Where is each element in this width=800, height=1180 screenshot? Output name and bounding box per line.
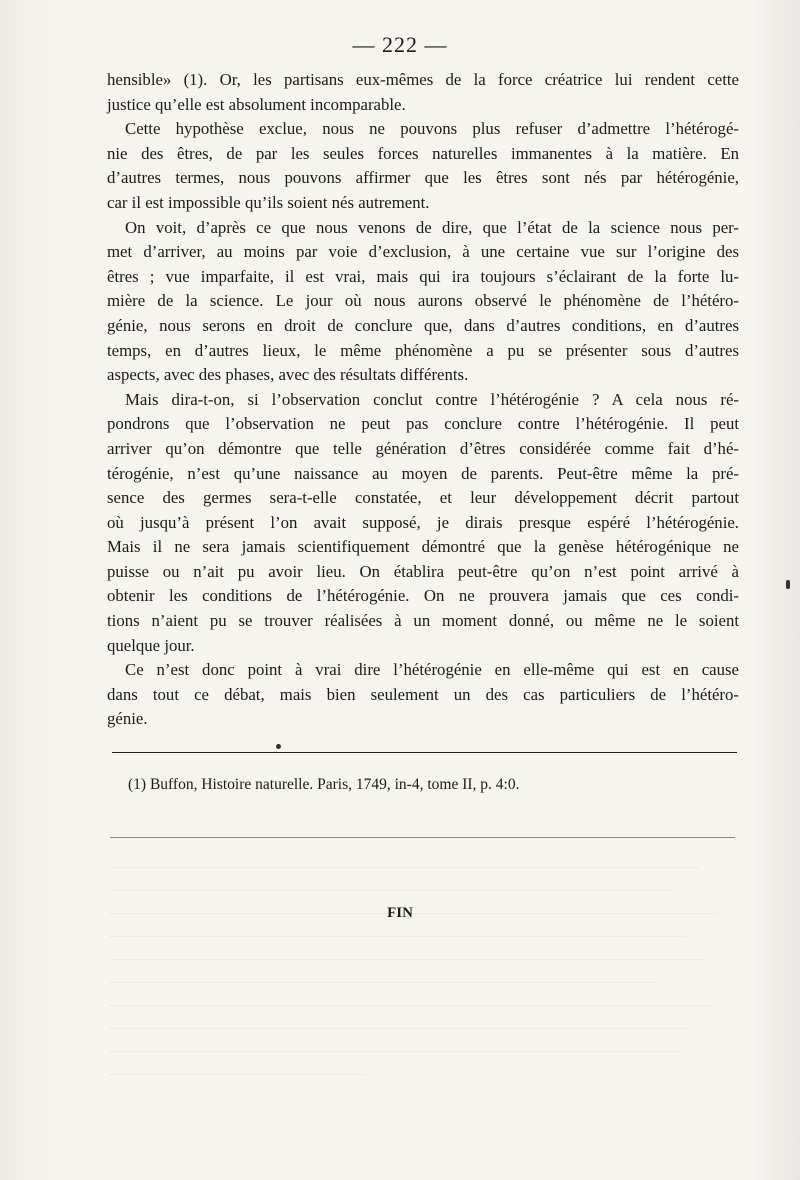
text-line: puisse ou n’ait pu avoir lieu. On établira peut-être qu’on n’est point arrivé à (107, 561, 739, 581)
text-line: où jusqu’à présent l’on avait supposé, je dirais presque espéré l’hétérogénie. (107, 512, 739, 532)
text-line: justice qu’elle est absolument incomparable. (107, 94, 406, 114)
text-line: met d’arriver, au moins par voie d’exclusion, à une certaine vue sur l’origine des (107, 242, 739, 262)
text-line: mière de la science. Le jour où nous aurons observé le phénomène de l’hétéro- (107, 291, 739, 311)
paragraph-4 (107, 388, 739, 659)
text-line: obtenir les conditions de l’hétérogénie. On ne prouvera jamais que ces condi- (107, 586, 739, 606)
text-line: temps, en d’autres lieux, le même phénomène a pu se présenter sous d’autres (107, 340, 739, 360)
text-line: êtres ; vue imparfaite, il est vrai, mais qui ira toujours s’éclairant de la forte lu- (107, 266, 739, 286)
paragraph-3 (107, 216, 739, 388)
text-line: Ce n’est donc point à vrai dire l’hétérogénie en elle-même qui est en cause (125, 660, 739, 680)
text-line: arriver qu’on démontre que telle génération d’êtres considérée comme fait d’hé- (107, 438, 739, 458)
text-line: nie des êtres, de par les seules forces naturelles immanentes à la matière. En (107, 143, 739, 163)
ink-speck (276, 744, 281, 749)
text-line: génie. (107, 709, 148, 729)
text-line: tions n’aient pu se trouver réalisées à un moment donné, ou même ne le soient (107, 611, 739, 631)
ink-mark (786, 580, 790, 589)
bleed-through-texture (110, 845, 750, 1075)
paragraph-5 (107, 658, 739, 732)
text-line: génie, nous serons en droit de conclure que, dans d’autres conditions, en d’autres (107, 315, 739, 335)
text-line: Cette hypothèse exclue, nous ne pouvons plus refuser d’admettre l’hétérogé- (125, 119, 739, 139)
text-line: Mais dira-t-on, si l’observation conclut contre l’hétérogénie ? A cela nous ré- (125, 389, 739, 409)
end-divider (110, 837, 735, 838)
text-line: quelque jour. (107, 635, 195, 655)
paragraph-1 (107, 68, 739, 117)
text-line: sence des germes sera-t-elle constatée, et leur développement décrit partout (107, 488, 739, 508)
text-line: hensible» (1). Or, les partisans eux-mêmes de la force créatrice lui rendent cette (107, 70, 739, 89)
text-line: Mais il ne sera jamais scientifiquement démontré que la genèse hétérogénique ne (107, 537, 739, 557)
text-line: On voit, d’après ce que nous venons de dire, que l’état de la science nous per- (125, 217, 739, 237)
text-line: pondrons que l’observation ne peut pas conclure contre l’hétérogénie. Il peut (107, 414, 739, 434)
paragraph-2 (107, 117, 739, 215)
footnote: (1) Buffon, Histoire naturelle. Paris, 1749, in-4, tome II, p. 4:0. (128, 776, 520, 793)
body-text (107, 68, 739, 732)
text-line: car il est impossible qu’ils soient nés autrement. (107, 192, 430, 212)
text-line: dans tout ce débat, mais bien seulement un des cas particuliers de l’hétéro- (107, 684, 739, 704)
text-line: aspects, avec des phases, avec des résultats différents. (107, 365, 469, 385)
footnote-divider (112, 752, 737, 753)
fin-label: FIN (387, 905, 413, 921)
text-line: térogénie, n’est qu’une naissance au moyen de parents. Peut-être même la pré- (107, 463, 739, 483)
page-number: — 222 — (352, 32, 448, 57)
text-line: d’autres termes, nous pouvons affirmer que les êtres sont nés par hétérogénie, (107, 168, 739, 188)
